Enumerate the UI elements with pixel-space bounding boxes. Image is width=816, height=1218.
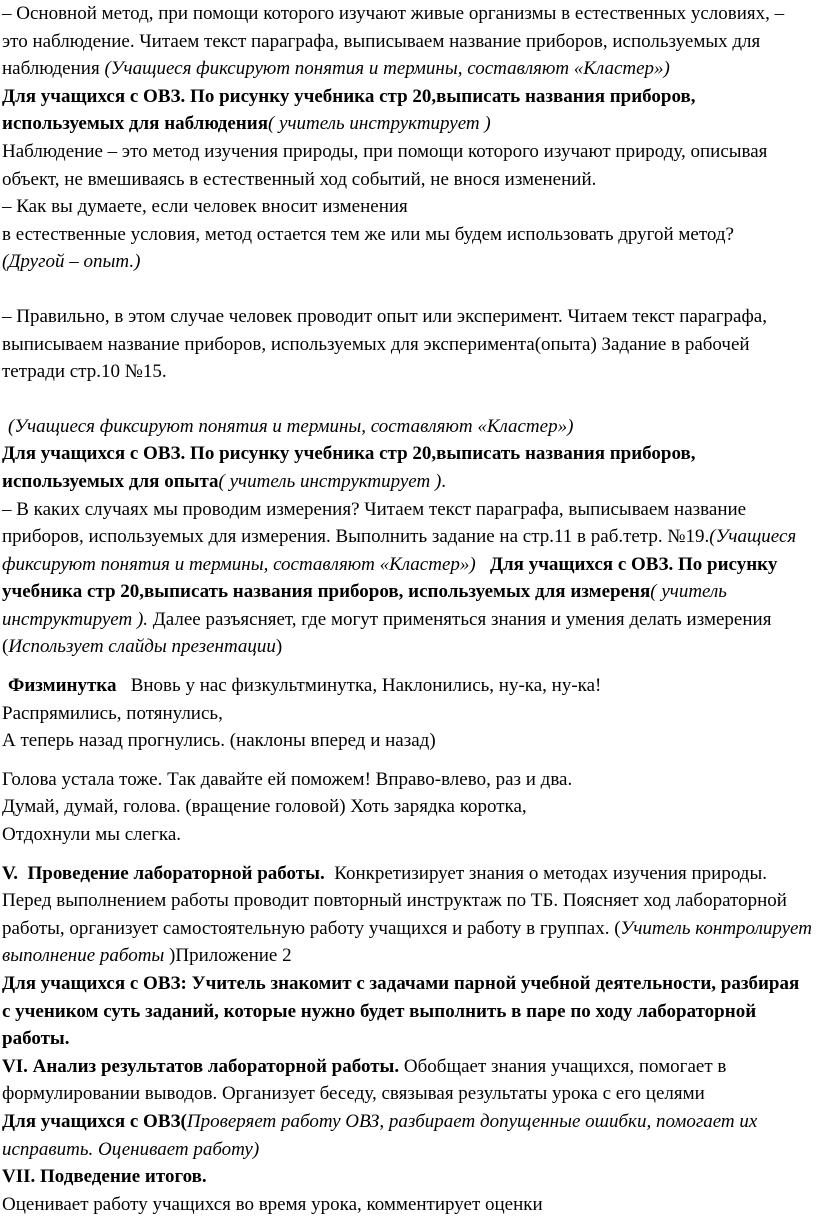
slides-note: Использует слайды презентации (8, 636, 276, 658)
paragraph-ovz-lab: Для учащихся с ОВЗ: Учитель знакомит с задачами парной учебной деятельности, разбирая с учеником суть заданий, которые нужно будет выполнить в паре по ходу лабораторной работы. (2, 973, 800, 1050)
paragraph-observation-method (2, 0, 812, 83)
fizminutka-line-5: Думай, думай, голова. (вращение головой) Хоть зарядка коротка, (2, 796, 527, 818)
summary-text: Оценивает работу учащихся во время урока, комментирует оценки (2, 1193, 543, 1215)
analysis-heading: VI. Анализ результатов лабораторной работы. (2, 1055, 400, 1077)
measurements-note: (Учащиеся фиксируют понятия и термины, составляют «Кластер») (2, 526, 797, 575)
ovz-analysis-label: Для учащихся с ОВЗ( (2, 1110, 187, 1132)
ovz-measurements-task: Для учащихся с ОВЗ. По рисунку учебника стр 20,выписать названия приборов, используемых для измереня (2, 553, 783, 603)
fizminutka-line-1: Вновь у нас физкультминутка, Наклонились, ну-ка, ну-ка! (116, 675, 602, 697)
paragraph-measurements (2, 496, 812, 662)
spacer (2, 386, 812, 413)
period: . (441, 470, 447, 492)
ovz-observation-task: Для учащихся с ОВЗ. По рисунку учебника стр 20,выписать названия приборов, используемых для наблюдения (2, 85, 696, 135)
ovz-measurements-note: ( учитель инструктирует ). (2, 581, 727, 630)
appendix-ref: )Приложение 2 (164, 945, 292, 967)
lab-work-note: Учитель контролирует выполнение работы (2, 917, 812, 967)
observation-note: (Учащиеся фиксируют понятия и термины, составляют «Кластер») (104, 58, 670, 80)
paragraph-ovz-experiment (2, 440, 812, 495)
fizminutka-line-6: Отдохнули мы слегка. (2, 824, 182, 846)
ovz-analysis-note: Проверяет работу ОВЗ, разбирает допущенные ошибки, помогает их исправить. Оценивает работу) (2, 1110, 758, 1160)
paragraph-answer: (Другой – опыт.) (2, 251, 141, 273)
closing-paren: ) (275, 636, 283, 658)
fizminutka-line-2: Распрямились, потянулись, (2, 702, 223, 724)
paragraph-fizminutka (2, 672, 812, 700)
paragraph-question: – Как вы думаете, если человек вносит изменения (2, 196, 408, 218)
summary-heading: VII. Подведение итогов. (2, 1166, 207, 1188)
measurements-explain: Далее разъясняет, где могут применяться знания и умения делать измерения ( (2, 608, 772, 658)
spacer (2, 849, 812, 860)
paragraph-ovz-observation (2, 83, 812, 138)
ovz-observation-note: ( учитель инструктирует ) (267, 113, 491, 135)
ovz-experiment-task: Для учащихся с ОВЗ. По рисунку учебника стр 20,выписать названия приборов, используемых для опыта (2, 443, 696, 492)
paragraph-lab-work (2, 860, 812, 970)
observation-text: – Основной метод, при помощи которого изучают живые организмы в естественных условиях, – это наблюдение. Читаем текст параграфа, выписываем название приборов, используемых для наблюдения (2, 3, 785, 80)
spacer (2, 661, 812, 672)
paragraph-cluster-note: (Учащиеся фиксируют понятия и термины, составляют «Кластер») (8, 415, 574, 437)
paragraph-observation-definition: Наблюдение – это метод изучения природы, при помощи которого изучают природу, описывая объект, не вмешиваясь в естественный ход событий, не внося изменений. (2, 140, 768, 190)
fizminutka-line-4: Голова устала тоже. Так давайте ей поможем! Вправо-влево, раз и два. (2, 768, 573, 790)
lab-work-heading: V. Проведение лабораторной работы. (2, 862, 325, 884)
ovz-experiment-note: ( учитель инструктирует ) (218, 470, 442, 492)
fizminutka-line-3: А теперь назад прогнулись. (наклоны вперед и назад) (2, 730, 436, 752)
paragraph-experiment: – Правильно, в этом случае человек проводит опыт или эксперимент. Читаем текст параграфа, выписываем название приборов, используемых для эксперимента(опыта) Задание в рабочей тетради стр.10 №15. (2, 305, 767, 383)
paragraph-ovz-analysis (2, 1108, 812, 1163)
paragraph-question-cont: в естественные условия, метод остается тем же или мы будем использовать другой метод? (2, 223, 734, 245)
spacer (2, 276, 812, 303)
spacer (2, 755, 812, 766)
fizminutka-title: Физминутка (8, 675, 117, 697)
paragraph-analysis (2, 1053, 812, 1108)
measurements-text: – В каких случаях мы проводим измерения? Читаем текст параграфа, выписываем название приборов, используемых для измерения. Выполнить задание на стр.11 в раб.тетр. №19. (2, 498, 747, 548)
analysis-text: Обобщает знания учащихся, помогает в формулировании выводов. Организует беседу, связывая результаты урока с его целями (2, 1055, 727, 1105)
lab-work-text: Конкретизирует знания о методах изучения природы. Перед выполнением работы проводит повторный инструктаж по ТБ. Поясняет ход лабораторной работы, организует самостоятельную работу учащихся и работу в группах. ( (2, 862, 792, 939)
